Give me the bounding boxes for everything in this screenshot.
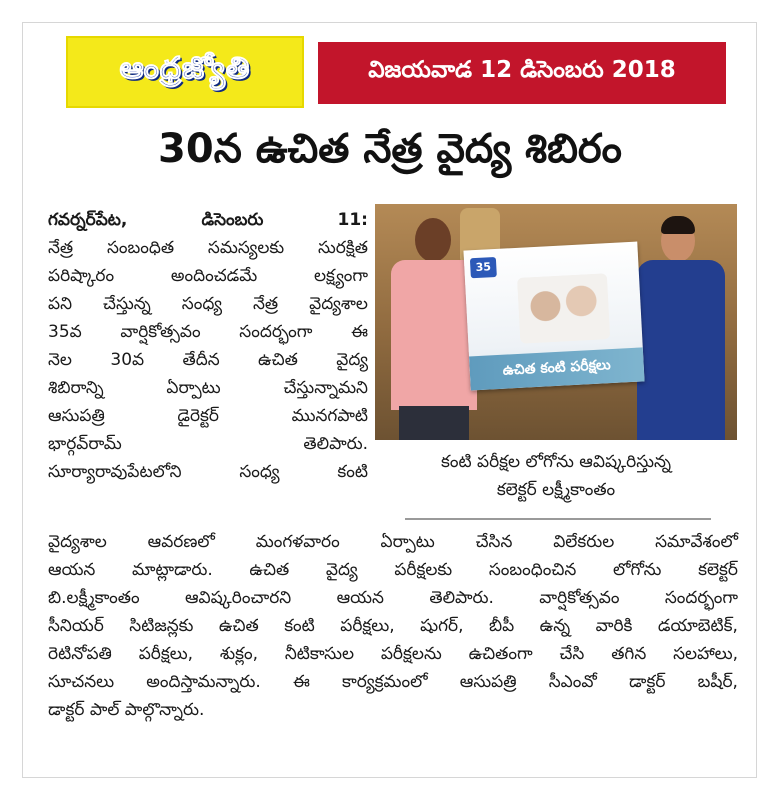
article-line: ఆసుపత్రి డైరెక్టర్ మునగపాటి (48, 406, 368, 426)
article-line: గవర్నర్‌పేట, డిసెంబరు 11: (48, 210, 368, 230)
poster-strip (469, 347, 645, 390)
article-line: సూర్యారావుపేటలోని సంధ్య కంటి (48, 462, 368, 482)
article-line: నేత్ర సంబంధిత సమస్యలకు సురక్షిత (48, 238, 368, 258)
article-line: భార్గవ్‌రామ్ తెలిపారు. (48, 434, 368, 454)
elderly-couple-image (517, 273, 610, 344)
article-body (48, 528, 738, 724)
article-line: శిబిరాన్ని ఏర్పాటు చేస్తున్నామని (48, 378, 368, 398)
article-line: సూచనలు అందిస్తామన్నారు. ఈ కార్యక్రమంలో ఆసుపత్రి సీఎంవో డాక్టర్ బషీర్, (48, 672, 738, 692)
poster-badge-text: 35 (475, 260, 492, 275)
newspaper-logo (66, 36, 304, 108)
logo-text: ఆంధ్రజ్యోతి (119, 51, 251, 86)
caption-divider (405, 518, 711, 520)
article-column (48, 206, 368, 486)
photo-caption (375, 448, 737, 510)
article-headline: 30న ఉచిత నేత్ర వైద్య శిబిరం (158, 126, 622, 172)
poster-strip-text: ఉచిత కంటి పరీక్షలు (502, 356, 612, 379)
dateline-banner (318, 42, 726, 104)
article-line: పరిష్కారం అందించడమే లక్ష్యంగా (48, 266, 368, 286)
article-line: 35వ వార్షికోత్సవం సందర్భంగా ఈ (48, 322, 368, 342)
logo-poster (463, 242, 644, 391)
article-photo (375, 204, 737, 440)
article-line: సీనియర్ సిటిజన్లకు ఉచిత కంటి పరీక్షలు, షుగర్, బీపీ ఉన్న వారికి డయాబెటిక్, (48, 616, 738, 636)
article-line: వైద్యశాల ఆవరణలో మంగళవారం ఏర్పాటు చేసిన విలేకరుల సమావేశంలో (48, 532, 738, 552)
anniversary-badge (470, 257, 497, 278)
caption-line: కలెక్టర్ లక్ష్మీకాంతం (496, 480, 616, 500)
photo-person-right (631, 214, 731, 440)
photo-person-left (381, 214, 481, 440)
article-line: నెల 30వ తేదీన ఉచిత వైద్య (48, 350, 368, 370)
article-line: బి.లక్ష్మీకాంతం ఆవిష్కరించారని ఆయన తెలిపారు. వార్షికోత్సవం సందర్భంగా (48, 588, 738, 608)
article-line: పని చేస్తున్న సంధ్య నేత్ర వైద్యశాల (48, 294, 368, 314)
article-line: డాక్టర్ పాల్ పాల్గొన్నారు. (48, 700, 205, 720)
caption-line: కంటి పరీక్షల లోగోను ఆవిష్కరిస్తున్న (440, 452, 672, 472)
article-line: రెటినోపతి పరీక్షలు, శుక్లం, నీటికాసుల పరీక్షలను ఉచితంగా చేసి తగిన సలహాలు, (48, 644, 738, 664)
dateline-text: విజయవాడ 12 డిసెంబరు 2018 (368, 57, 676, 83)
article-line: ఆయన మాట్లాడారు. ఉచిత వైద్య పరీక్షలకు సంబంధించిన లోగోను కలెక్టర్ (48, 560, 738, 580)
